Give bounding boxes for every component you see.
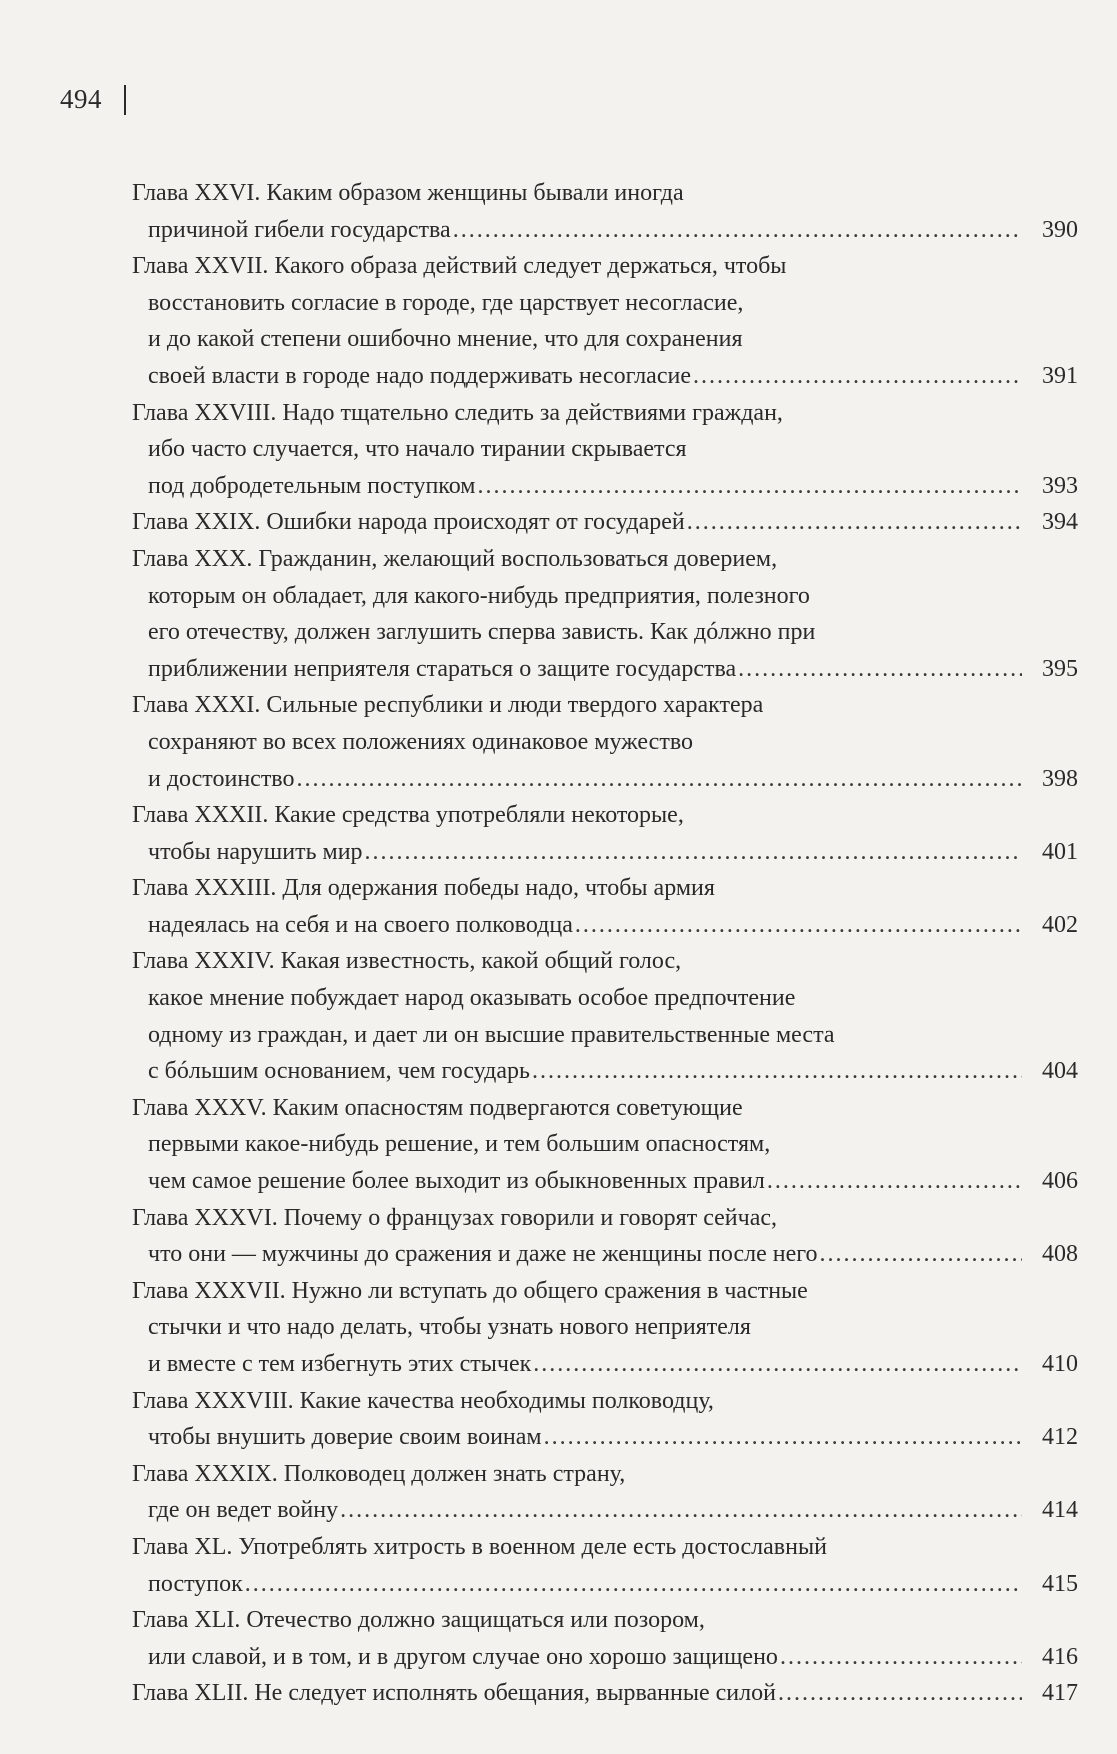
toc-page-number: 390 [1042,216,1078,243]
toc-entry-last-line [132,834,1078,871]
toc-entry-line: Глава XXVIII. Надо тщательно следить за действиями граждан, [132,399,783,426]
dot-leader [687,504,1022,541]
toc-entry-text: поступок [148,1570,243,1597]
toc-entry [132,797,1078,870]
toc-entry-last-line [132,1675,1078,1712]
toc-entry-line: Глава XXXIII. Для одержания победы надо, чтобы армия [132,875,715,902]
page-number: 494 [60,84,102,114]
toc-entry [132,870,1078,943]
toc-entry [132,1090,1078,1200]
toc-entry-line: и до какой степени ошибочно мнение, что для сохранения [148,326,743,353]
toc-entry-line: Глава XXXIX. Полководец должен знать страну, [132,1460,626,1487]
toc-entry-last-line [132,651,1078,688]
toc-entry-line: стычки и что надо делать, чтобы узнать нового неприятеля [148,1314,751,1341]
toc-entry-line: Глава XXXVII. Нужно ли вступать до общего сражения в частные [132,1277,808,1304]
dot-leader [340,1492,1022,1529]
toc-entry-line: какое мнение побуждает народ оказывать особое предпочтение [148,985,796,1012]
toc-entry-line: Глава XXX. Гражданин, желающий воспользоваться доверием, [132,545,778,572]
toc-entry-last-line [132,358,1078,395]
toc-entry [132,395,1078,505]
dot-leader [245,1566,1022,1603]
toc-entry-text: Глава XLII. Не следует исполнять обещания, вырванные силой [132,1680,776,1707]
toc-entry-line: Глава XXXVIII. Какие качества необходимы полководцу, [132,1387,714,1414]
dot-leader [780,1639,1022,1676]
toc-entry-text: своей власти в городе надо поддерживать несогласие [148,362,691,389]
toc-entry-line: Глава XL. Употреблять хитрость в военном деле есть достославный [132,1533,827,1560]
dot-leader [693,358,1022,395]
toc-entry-last-line [132,1639,1078,1676]
toc-entry-text: и достоинство [148,765,295,792]
toc-entry [132,1456,1078,1529]
toc-entry-line: Глава XXXV. Каким опасностям подвергаются советующие [132,1094,743,1121]
dot-leader [532,1053,1022,1090]
toc-page-number: 415 [1042,1570,1078,1597]
toc-entry-line: Глава XXXIV. Какая известность, какой общий голос, [132,948,682,975]
toc-entry-line: ибо часто случается, что начало тирании скрывается [148,436,687,463]
toc-entry-text: где он ведет войну [148,1497,339,1524]
toc-entry-line: сохраняют во всех положениях одинаковое мужество [148,728,693,755]
toc-entry-line: его отечеству, должен заглушить сперва зависть. Как дóлжно при [148,619,816,646]
toc-entry [132,248,1078,394]
toc-entry [132,1383,1078,1456]
toc-entry [132,541,1078,687]
toc-entry-last-line [132,212,1078,249]
toc-entry [132,1675,1078,1712]
toc-entry [132,943,1078,1089]
toc-page-number: 398 [1042,765,1078,792]
toc-entry-last-line [132,1419,1078,1456]
toc-entry-line: которым он обладает, для какого-нибудь предприятия, полезного [148,582,810,609]
toc-entry-last-line [132,504,1078,541]
toc-entry-text: надеялась на себя и на своего полководца [148,911,573,938]
toc-entry-last-line [132,1566,1078,1603]
toc-entry-last-line [132,761,1078,798]
toc-page-number: 393 [1042,472,1078,499]
toc-page-number: 391 [1042,362,1078,389]
dot-leader [365,834,1022,871]
toc-page-number: 416 [1042,1643,1078,1670]
toc-entry-text: или славой, и в том, и в другом случае оно хорошо защищено [148,1643,778,1670]
table-of-contents [132,175,1078,1712]
toc-entry-last-line [132,468,1078,505]
toc-page-number: 414 [1042,1497,1078,1524]
dot-leader [453,212,1022,249]
toc-page-number: 402 [1042,911,1078,938]
toc-entry-last-line [132,1236,1078,1273]
header-rule [124,85,126,115]
dot-leader [778,1675,1022,1712]
toc-entry [132,175,1078,248]
toc-entry-text: причиной гибели государства [148,216,451,243]
toc-entry-last-line [132,907,1078,944]
toc-entry-text: с бóльшим основанием, чем государь [148,1058,530,1085]
toc-page-number: 412 [1042,1424,1078,1451]
toc-entry-line: Глава XLI. Отечество должно защищаться или позором, [132,1607,705,1634]
toc-entry-line: восстановить согласие в городе, где царствует несогласие, [148,289,744,316]
toc-entry-text: Глава XXIX. Ошибки народа происходят от государей [132,509,685,536]
toc-entry [132,1273,1078,1383]
toc-entry-text: приближении неприятеля стараться о защите государства [148,655,737,682]
toc-entry-text: чтобы внушить доверие своим воинам [148,1424,542,1451]
toc-page-number: 395 [1042,655,1078,682]
toc-entry-line: Глава XXXVI. Почему о французах говорили и говорят сейчас, [132,1204,778,1231]
dot-leader [544,1419,1022,1456]
toc-entry-last-line [132,1492,1078,1529]
toc-entry-line: Глава XXXI. Сильные республики и люди твердого характера [132,692,764,719]
toc-entry-text: чтобы нарушить мир [148,838,363,865]
toc-page-number: 401 [1042,838,1078,865]
toc-entry-line: одному из граждан, и дает ли он высшие правительственные места [148,1021,835,1048]
dot-leader [533,1346,1022,1383]
toc-entry-text: под добродетельным поступком [148,472,476,499]
toc-entry [132,1602,1078,1675]
toc-entry [132,1529,1078,1602]
dot-leader [819,1236,1022,1273]
toc-entry-text: чем самое решение более выходит из обыкновенных правил [148,1168,765,1195]
toc-page-number: 406 [1042,1168,1078,1195]
toc-entry-line: Глава XXVII. Какого образа действий следует держаться, чтобы [132,253,787,280]
toc-page-number: 408 [1042,1241,1078,1268]
toc-entry-line: Глава XXXII. Какие средства употребляли некоторые, [132,802,684,829]
dot-leader [477,468,1022,505]
toc-entry-text: что они — мужчины до сражения и даже не женщины после него [148,1241,818,1268]
toc-page-number: 404 [1042,1058,1078,1085]
toc-entry-line: Глава XXVI. Каким образом женщины бывали иногда [132,180,684,206]
toc-page-number: 417 [1042,1680,1078,1707]
toc-entry [132,504,1078,541]
toc-entry [132,687,1078,797]
toc-entry-last-line [132,1346,1078,1383]
toc-entry-text: и вместе с тем избегнуть этих стычек [148,1351,532,1377]
dot-leader [738,651,1022,688]
toc-entry [132,1200,1078,1273]
page-header [60,84,126,115]
dot-leader [296,761,1022,798]
toc-page-number: 394 [1042,509,1078,536]
dot-leader [575,907,1022,944]
dot-leader [767,1163,1022,1200]
toc-entry-last-line [132,1053,1078,1090]
toc-entry-line: первыми какое-нибудь решение, и тем большим опасностям, [148,1131,771,1158]
toc-page-number: 410 [1042,1351,1078,1377]
toc-entry-last-line [132,1163,1078,1200]
